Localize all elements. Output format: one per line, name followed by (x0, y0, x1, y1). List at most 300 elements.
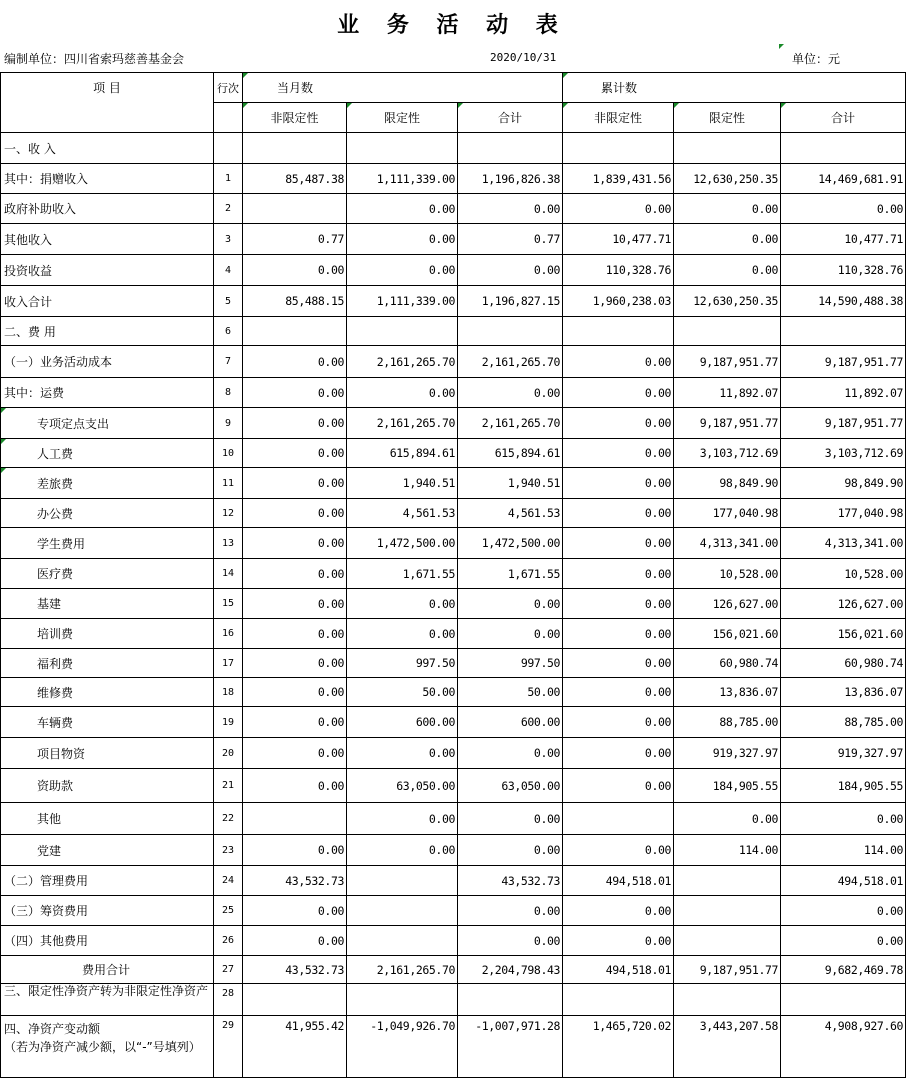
value-cell: 0.00 (243, 619, 347, 649)
value-cell: 0.00 (563, 468, 674, 499)
value-cell: 0.77 (458, 224, 563, 255)
value-cell: 0.00 (347, 224, 458, 255)
row-label (1, 286, 214, 317)
value-cell: 2,161,265.70 (458, 408, 563, 439)
row-label-text: （三）筹资费用 (4, 904, 89, 918)
value-cell: 11,892.07 (674, 378, 781, 408)
value-cell (781, 984, 906, 1016)
value-cell: 0.00 (243, 408, 347, 439)
row-label (1, 468, 214, 499)
value-cell: 0.00 (458, 926, 563, 956)
table-row (1, 346, 906, 378)
row-label (1, 133, 214, 164)
header-line-no: 行次 (214, 73, 243, 103)
row-label-text: 一、收 入 (4, 141, 56, 156)
value-cell: 0.00 (563, 559, 674, 589)
row-label-text: （二）管理费用 (4, 874, 89, 888)
value-cell: 0.00 (347, 589, 458, 619)
value-cell (563, 317, 674, 346)
value-cell: 156,021.60 (781, 619, 906, 649)
organization-label: 编制单位：四川省索玛慈善基金会 (4, 52, 185, 66)
value-cell: 0.00 (347, 803, 458, 835)
value-cell: 0.00 (347, 738, 458, 769)
value-cell: 0.00 (781, 896, 906, 926)
value-cell: 60,980.74 (781, 649, 906, 678)
header-col-2-label: 限定性 (383, 111, 420, 125)
value-cell: 0.00 (458, 619, 563, 649)
currency-unit-label: 单位：元 (792, 52, 841, 66)
row-line-no: 17 (214, 649, 243, 678)
table-row (1, 224, 906, 255)
value-cell: 0.00 (243, 255, 347, 286)
row-label (1, 408, 214, 439)
row-line-no: 19 (214, 707, 243, 738)
value-cell: 0.00 (458, 803, 563, 835)
value-cell: 0.00 (458, 896, 563, 926)
row-label-text: 学生费用 (37, 536, 86, 551)
row-line-no: 13 (214, 528, 243, 559)
row-line-no: 15 (214, 589, 243, 619)
row-label-text: 其中：捐赠收入 (4, 172, 89, 186)
table-row (1, 317, 906, 346)
row-label-text: （一）业务活动成本 (4, 355, 113, 369)
value-cell: 12,630,250.35 (674, 286, 781, 317)
value-cell: 0.00 (243, 835, 347, 866)
report-title: 业 务 活 动 表 (337, 12, 568, 38)
value-cell: 3,443,207.58 (674, 1016, 781, 1078)
row-label-text: （四）其他费用 (4, 934, 89, 948)
table-row (1, 286, 906, 317)
value-cell: 9,682,469.78 (781, 956, 906, 984)
value-cell: 1,839,431.56 (563, 164, 674, 194)
table-row (1, 649, 906, 678)
row-label (1, 738, 214, 769)
value-cell: 0.00 (243, 649, 347, 678)
value-cell: 0.00 (781, 194, 906, 224)
row-label-text: 其他 (37, 812, 62, 826)
value-cell: 50.00 (458, 678, 563, 707)
value-cell (243, 317, 347, 346)
value-cell: 10,477.71 (563, 224, 674, 255)
value-cell: 1,671.55 (347, 559, 458, 589)
value-cell: 615,894.61 (347, 439, 458, 468)
value-cell: 0.00 (243, 926, 347, 956)
header-col-4-label: 非限定性 (594, 111, 643, 125)
row-label (1, 499, 214, 528)
row-line-no: 10 (214, 439, 243, 468)
value-cell: 88,785.00 (781, 707, 906, 738)
row-line-no: 20 (214, 738, 243, 769)
value-cell: 0.00 (563, 346, 674, 378)
row-label-text: 差旅费 (37, 476, 74, 491)
table-row (1, 769, 906, 803)
value-cell: 0.00 (563, 194, 674, 224)
value-cell: 0.00 (563, 678, 674, 707)
row-label (1, 926, 214, 956)
header-col-5 (674, 103, 781, 133)
header-col-1-label: 非限定性 (270, 111, 319, 125)
table-row (1, 589, 906, 619)
value-cell (674, 866, 781, 896)
value-cell: 10,528.00 (674, 559, 781, 589)
value-cell (243, 194, 347, 224)
table-row (1, 499, 906, 528)
value-cell: 1,960,238.03 (563, 286, 674, 317)
header-col-1 (243, 103, 347, 133)
row-label-text: 福利费 (37, 656, 74, 671)
value-cell (458, 317, 563, 346)
table-row (1, 896, 906, 926)
row-label-text: 资助款 (37, 779, 74, 793)
value-cell: 600.00 (458, 707, 563, 738)
row-label-text: 投资收益 (4, 263, 53, 278)
value-cell: 177,040.98 (781, 499, 906, 528)
value-cell: 2,161,265.70 (458, 346, 563, 378)
value-cell: 63,050.00 (458, 769, 563, 803)
value-cell: 114.00 (781, 835, 906, 866)
header-row-1 (1, 73, 906, 103)
value-cell: 11,892.07 (781, 378, 906, 408)
row-line-no: 16 (214, 619, 243, 649)
header-col-3-label: 合计 (498, 111, 523, 125)
row-line-no: 7 (214, 346, 243, 378)
row-label-text: 医疗费 (37, 567, 74, 581)
value-cell: 615,894.61 (458, 439, 563, 468)
value-cell: 0.00 (243, 346, 347, 378)
value-cell: 494,518.01 (781, 866, 906, 896)
value-cell: 0.00 (563, 378, 674, 408)
value-cell: 126,627.00 (674, 589, 781, 619)
value-cell: 0.00 (563, 619, 674, 649)
value-cell (563, 803, 674, 835)
value-cell: 4,908,927.60 (781, 1016, 906, 1078)
value-cell: 0.00 (781, 926, 906, 956)
row-label (1, 255, 214, 286)
value-cell: 0.00 (563, 926, 674, 956)
value-cell: 0.00 (243, 528, 347, 559)
row-label (1, 439, 214, 468)
row-label-text: 其他收入 (4, 232, 53, 247)
row-label-text: 项目物资 (37, 746, 86, 761)
value-cell (563, 133, 674, 164)
row-line-no: 8 (214, 378, 243, 408)
table-row (1, 835, 906, 866)
value-cell: 0.00 (458, 255, 563, 286)
row-line-no: 24 (214, 866, 243, 896)
row-label-text: 费用合计 (81, 963, 130, 977)
row-label (1, 164, 214, 194)
row-label (1, 589, 214, 619)
value-cell: 1,472,500.00 (347, 528, 458, 559)
table-row (1, 408, 906, 439)
value-cell: 43,532.73 (243, 956, 347, 984)
value-cell (674, 896, 781, 926)
row-line-no: 4 (214, 255, 243, 286)
value-cell: 88,785.00 (674, 707, 781, 738)
value-cell: 1,111,339.00 (347, 286, 458, 317)
row-label (1, 619, 214, 649)
value-cell (781, 317, 906, 346)
table-row (1, 926, 906, 956)
table-row (1, 803, 906, 835)
header-col-4 (563, 103, 674, 133)
value-cell (781, 133, 906, 164)
row-label (1, 803, 214, 835)
value-cell (243, 984, 347, 1016)
value-cell: 85,487.38 (243, 164, 347, 194)
value-cell: 1,465,720.02 (563, 1016, 674, 1078)
value-cell: 10,528.00 (781, 559, 906, 589)
value-cell: 0.00 (563, 499, 674, 528)
row-label (1, 769, 214, 803)
table-row (1, 439, 906, 468)
row-label-text: 人工费 (37, 446, 74, 461)
value-cell: 0.00 (347, 619, 458, 649)
row-line-no: 1 (214, 164, 243, 194)
value-cell: 156,021.60 (674, 619, 781, 649)
value-cell: 0.00 (674, 224, 781, 255)
row-label (1, 224, 214, 255)
value-cell: 494,518.01 (563, 956, 674, 984)
value-cell: 0.00 (674, 803, 781, 835)
value-cell: 12,630,250.35 (674, 164, 781, 194)
table-row (1, 378, 906, 408)
row-label (1, 649, 214, 678)
header-col-5-label: 限定性 (709, 111, 746, 125)
row-line-no: 5 (214, 286, 243, 317)
value-cell: 1,196,826.38 (458, 164, 563, 194)
value-cell: 3,103,712.69 (674, 439, 781, 468)
table-row (1, 707, 906, 738)
value-cell: 98,849.90 (781, 468, 906, 499)
value-cell: 997.50 (458, 649, 563, 678)
row-line-no: 23 (214, 835, 243, 866)
row-line-no: 27 (214, 956, 243, 984)
value-cell: 9,187,951.77 (781, 346, 906, 378)
value-cell: 0.00 (458, 738, 563, 769)
value-cell: 0.00 (563, 408, 674, 439)
row-line-no: 18 (214, 678, 243, 707)
value-cell: 0.00 (563, 439, 674, 468)
row-label (1, 194, 214, 224)
value-cell: 184,905.55 (781, 769, 906, 803)
value-cell: 177,040.98 (674, 499, 781, 528)
value-cell: 9,187,951.77 (674, 956, 781, 984)
value-cell: 114.00 (674, 835, 781, 866)
value-cell (347, 133, 458, 164)
header-col-6-label: 合计 (831, 111, 856, 125)
value-cell: 4,561.53 (347, 499, 458, 528)
row-line-no: 29 (214, 1016, 243, 1078)
table-row (1, 1016, 906, 1078)
value-cell (347, 926, 458, 956)
activity-statement-table (0, 72, 906, 1078)
row-label-text: 基建 (37, 597, 62, 611)
value-cell: 0.00 (674, 194, 781, 224)
row-label (1, 984, 214, 1016)
row-line-no: 26 (214, 926, 243, 956)
value-cell: 0.00 (243, 439, 347, 468)
value-cell: 1,472,500.00 (458, 528, 563, 559)
value-cell: 14,590,488.38 (781, 286, 906, 317)
row-label (1, 528, 214, 559)
value-cell: 0.00 (563, 589, 674, 619)
value-cell: 43,532.73 (243, 866, 347, 896)
header-month (243, 73, 563, 103)
header-cumulative (563, 73, 906, 103)
value-cell: 3,103,712.69 (781, 439, 906, 468)
value-cell: 0.00 (243, 738, 347, 769)
value-cell: 10,477.71 (781, 224, 906, 255)
row-label-text: 维修费 (37, 685, 74, 700)
value-cell: -1,049,926.70 (347, 1016, 458, 1078)
row-label-text: 其中：运费 (4, 386, 65, 400)
value-cell: 0.00 (563, 649, 674, 678)
value-cell: 50.00 (347, 678, 458, 707)
value-cell (563, 984, 674, 1016)
row-label-text: 办公费 (37, 506, 74, 521)
value-cell: -1,007,971.28 (458, 1016, 563, 1078)
value-cell: 63,050.00 (347, 769, 458, 803)
value-cell: 184,905.55 (674, 769, 781, 803)
value-cell: 919,327.97 (781, 738, 906, 769)
value-cell: 0.00 (243, 769, 347, 803)
cell-comment-marker-icon (779, 44, 784, 49)
value-cell: 0.00 (243, 468, 347, 499)
value-cell: 1,111,339.00 (347, 164, 458, 194)
value-cell: 0.00 (347, 378, 458, 408)
value-cell: 0.00 (243, 589, 347, 619)
value-cell: 0.00 (458, 194, 563, 224)
row-line-no: 3 (214, 224, 243, 255)
value-cell (674, 926, 781, 956)
value-cell: 4,561.53 (458, 499, 563, 528)
value-cell: 110,328.76 (781, 255, 906, 286)
row-label (1, 866, 214, 896)
value-cell: 0.00 (347, 194, 458, 224)
value-cell (347, 866, 458, 896)
row-line-no: 22 (214, 803, 243, 835)
value-cell: 1,196,827.15 (458, 286, 563, 317)
value-cell: 43,532.73 (458, 866, 563, 896)
value-cell: 0.00 (243, 707, 347, 738)
value-cell: 600.00 (347, 707, 458, 738)
row-label-text: 培训费 (37, 627, 74, 641)
header-line-no-blank (214, 103, 243, 133)
row-label (1, 956, 214, 984)
value-cell: 919,327.97 (674, 738, 781, 769)
value-cell: 1,940.51 (347, 468, 458, 499)
table-row (1, 468, 906, 499)
table-row (1, 255, 906, 286)
row-line-no: 21 (214, 769, 243, 803)
row-label (1, 896, 214, 926)
row-label (1, 559, 214, 589)
table-row (1, 678, 906, 707)
header-col-3 (458, 103, 563, 133)
value-cell: 494,518.01 (563, 866, 674, 896)
value-cell (458, 984, 563, 1016)
row-line-no: 25 (214, 896, 243, 926)
value-cell: 60,980.74 (674, 649, 781, 678)
value-cell: 997.50 (347, 649, 458, 678)
value-cell: 0.00 (458, 378, 563, 408)
value-cell (347, 896, 458, 926)
value-cell: 85,488.15 (243, 286, 347, 317)
row-line-no: 12 (214, 499, 243, 528)
row-label-text: 收入合计 (4, 294, 53, 309)
value-cell: 0.00 (347, 255, 458, 286)
table-row (1, 133, 906, 164)
row-line-no: 9 (214, 408, 243, 439)
row-label-text: 党建 (37, 843, 62, 858)
header-item-label: 项 目 (93, 81, 121, 95)
value-cell: 2,204,798.43 (458, 956, 563, 984)
table-row (1, 619, 906, 649)
row-line-no: 14 (214, 559, 243, 589)
value-cell (674, 317, 781, 346)
header-month-label: 当月数 (277, 81, 314, 95)
value-cell: 1,671.55 (458, 559, 563, 589)
value-cell (674, 133, 781, 164)
value-cell: 13,836.07 (781, 678, 906, 707)
row-label (1, 707, 214, 738)
value-cell: 110,328.76 (563, 255, 674, 286)
value-cell: 0.00 (243, 896, 347, 926)
value-cell (243, 133, 347, 164)
row-label-text: 车辆费 (37, 715, 74, 730)
table-row (1, 164, 906, 194)
value-cell: 0.00 (563, 528, 674, 559)
table-row (1, 866, 906, 896)
header-col-2 (347, 103, 458, 133)
row-line-no: 6 (214, 317, 243, 346)
value-cell: 0.00 (563, 769, 674, 803)
value-cell: 0.00 (781, 803, 906, 835)
table-row (1, 984, 906, 1016)
value-cell: 0.00 (243, 499, 347, 528)
value-cell: 0.00 (563, 835, 674, 866)
report-date: 2020/10/31 (490, 51, 557, 64)
value-cell: 0.00 (347, 835, 458, 866)
value-cell (458, 133, 563, 164)
value-cell: 0.00 (243, 378, 347, 408)
value-cell: 2,161,265.70 (347, 956, 458, 984)
value-cell (347, 984, 458, 1016)
value-cell: 0.00 (458, 835, 563, 866)
value-cell (674, 984, 781, 1016)
row-line-no (214, 133, 243, 164)
value-cell: 13,836.07 (674, 678, 781, 707)
value-cell: 2,161,265.70 (347, 408, 458, 439)
row-line-no: 11 (214, 468, 243, 499)
value-cell: 0.00 (243, 678, 347, 707)
row-label (1, 1016, 214, 1078)
value-cell: 126,627.00 (781, 589, 906, 619)
value-cell: 4,313,341.00 (781, 528, 906, 559)
value-cell: 2,161,265.70 (347, 346, 458, 378)
header-cumulative-label: 累计数 (601, 81, 638, 95)
value-cell: 9,187,951.77 (781, 408, 906, 439)
table-row (1, 559, 906, 589)
table-row (1, 956, 906, 984)
row-label (1, 678, 214, 707)
value-cell (243, 803, 347, 835)
value-cell: 41,955.42 (243, 1016, 347, 1078)
row-line-no: 28 (214, 984, 243, 1016)
row-label-text: 专项定点支出 (37, 416, 110, 431)
row-label-text: 政府补助收入 (4, 202, 77, 216)
